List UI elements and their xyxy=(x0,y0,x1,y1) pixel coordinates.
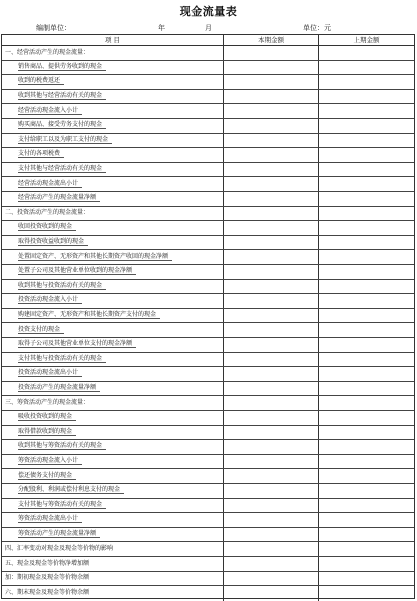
row-label-cell xyxy=(2,221,224,235)
row-label: 收到其他与经营活动有关的现金 xyxy=(18,93,106,100)
previous-amount-cell[interactable] xyxy=(319,207,414,221)
table-row xyxy=(2,586,414,601)
current-amount-cell[interactable] xyxy=(224,90,319,104)
row-label: 支付的各项税费 xyxy=(18,151,64,158)
table-header xyxy=(2,35,414,46)
current-amount-cell[interactable] xyxy=(224,75,319,89)
table-row xyxy=(2,192,414,207)
row-label: 一、经营活动产生的现金流量： xyxy=(5,48,90,56)
row-label-cell xyxy=(2,586,224,601)
current-amount-cell[interactable] xyxy=(224,396,319,410)
current-amount-cell[interactable] xyxy=(224,382,319,396)
row-label: 支付给职工以及为职工支付的现金 xyxy=(18,137,112,144)
row-label-cell xyxy=(2,250,224,264)
current-amount-cell[interactable] xyxy=(224,440,319,454)
page-title: 现金流量表 xyxy=(179,5,238,18)
row-label-cell xyxy=(2,148,224,162)
previous-amount-cell[interactable] xyxy=(319,323,414,337)
row-label: 经营活动产生的现金流量净额 xyxy=(18,195,100,202)
row-label-cell xyxy=(2,455,224,469)
current-amount-cell[interactable] xyxy=(224,353,319,367)
current-amount-cell[interactable] xyxy=(224,528,319,542)
row-label: 吸收投资收到的现金 xyxy=(18,414,76,421)
row-label: 支付其他与经营活动有关的现金 xyxy=(18,166,106,173)
row-label: 五、现金及现金等价物净增加额 xyxy=(5,559,90,567)
row-label: 收到其他与投资活动有关的现金 xyxy=(18,283,106,290)
table-row xyxy=(2,528,414,543)
row-label: 取得子公司及其他营业单位支付的现金净额 xyxy=(18,341,136,348)
current-amount-cell[interactable] xyxy=(224,265,319,279)
current-amount-cell[interactable] xyxy=(224,411,319,425)
previous-amount-cell[interactable] xyxy=(319,294,414,308)
current-amount-cell[interactable] xyxy=(224,61,319,75)
currency-unit-label: 单位：元 xyxy=(303,24,331,32)
row-label-cell xyxy=(2,119,224,133)
table-row xyxy=(2,469,414,484)
row-label: 六、期末现金及现金等价物余额 xyxy=(5,589,90,597)
report-meta xyxy=(0,23,417,33)
row-label-cell xyxy=(2,367,224,381)
row-label-cell xyxy=(2,177,224,191)
row-label-cell xyxy=(2,323,224,337)
previous-amount-cell[interactable] xyxy=(319,90,414,104)
previous-amount-cell[interactable] xyxy=(319,119,414,133)
previous-amount-cell[interactable] xyxy=(319,586,414,601)
table-row xyxy=(2,440,414,455)
table-row xyxy=(2,572,414,587)
previous-amount-cell[interactable] xyxy=(319,148,414,162)
row-label: 支付其他与投资活动有关的现金 xyxy=(18,356,106,363)
header-previous-amount: 上期金额 xyxy=(353,36,380,44)
table-row xyxy=(2,163,414,178)
table-row xyxy=(2,236,414,251)
previous-amount-cell[interactable] xyxy=(319,280,414,294)
current-amount-cell[interactable] xyxy=(224,455,319,469)
row-label: 处置子公司及其他营业单位收到的现金净额 xyxy=(18,268,136,275)
current-amount-cell[interactable] xyxy=(224,557,319,571)
current-amount-cell[interactable] xyxy=(224,134,319,148)
current-amount-cell[interactable] xyxy=(224,426,319,440)
table-row xyxy=(2,513,414,528)
previous-amount-cell[interactable] xyxy=(319,265,414,279)
current-amount-cell[interactable] xyxy=(224,294,319,308)
table-row xyxy=(2,90,414,105)
table-row xyxy=(2,280,414,295)
row-label-cell xyxy=(2,557,224,571)
row-label: 加：期初现金及现金等价物余额 xyxy=(5,574,90,582)
current-amount-cell[interactable] xyxy=(224,163,319,177)
table-row xyxy=(2,542,414,557)
row-label: 投资活动现金流出小计 xyxy=(18,370,82,377)
row-label: 收到的税费返还 xyxy=(18,78,64,85)
table-row xyxy=(2,75,414,90)
previous-amount-cell[interactable] xyxy=(319,455,414,469)
row-label-cell xyxy=(2,90,224,104)
current-amount-cell[interactable] xyxy=(224,586,319,601)
row-label-cell xyxy=(2,265,224,279)
previous-amount-cell[interactable] xyxy=(319,236,414,250)
row-label: 投资活动现金流入小计 xyxy=(18,297,82,304)
current-amount-cell[interactable] xyxy=(224,221,319,235)
current-amount-cell[interactable] xyxy=(224,469,319,483)
table-row xyxy=(2,455,414,470)
row-label-cell xyxy=(2,411,224,425)
cash-flow-table xyxy=(1,34,415,599)
row-label-cell xyxy=(2,309,224,323)
current-amount-cell[interactable] xyxy=(224,338,319,352)
row-label-cell xyxy=(2,382,224,396)
current-amount-cell[interactable] xyxy=(224,572,319,586)
current-amount-cell[interactable] xyxy=(224,280,319,294)
table-row xyxy=(2,353,414,368)
table-row xyxy=(2,265,414,280)
row-label-cell xyxy=(2,163,224,177)
table-row xyxy=(2,104,414,119)
row-label: 二、投资活动产生的现金流量： xyxy=(5,209,90,217)
row-label: 购买商品、接受劳务支付的现金 xyxy=(18,122,106,129)
table-row xyxy=(2,61,414,76)
row-label-cell xyxy=(2,396,224,410)
table-row xyxy=(2,221,414,236)
previous-amount-cell[interactable] xyxy=(319,75,414,89)
current-amount-cell[interactable] xyxy=(224,250,319,264)
table-row xyxy=(2,396,414,411)
row-label: 收到其他与筹资活动有关的现金 xyxy=(18,443,106,450)
previous-amount-cell[interactable] xyxy=(319,353,414,367)
previous-amount-cell[interactable] xyxy=(319,484,414,498)
row-label-cell xyxy=(2,207,224,221)
year-label: 年 xyxy=(158,24,165,32)
table-row xyxy=(2,382,414,397)
previous-amount-cell[interactable] xyxy=(319,499,414,513)
previous-amount-cell[interactable] xyxy=(319,411,414,425)
table-row xyxy=(2,148,414,163)
row-label-cell xyxy=(2,499,224,513)
row-label: 投资支付的现金 xyxy=(18,327,64,334)
row-label: 销售商品、提供劳务收到的现金 xyxy=(18,64,106,71)
month-label: 月 xyxy=(205,24,212,32)
row-label-cell xyxy=(2,75,224,89)
previous-amount-cell[interactable] xyxy=(319,104,414,118)
table-row xyxy=(2,309,414,324)
table-row xyxy=(2,207,414,222)
row-label-cell xyxy=(2,542,224,556)
row-label: 分配股利、利润或偿付利息支付的现金 xyxy=(18,487,124,494)
table-row xyxy=(2,119,414,134)
row-label-cell xyxy=(2,46,224,60)
previous-amount-cell[interactable] xyxy=(319,469,414,483)
header-item: 项 目 xyxy=(2,35,224,45)
row-label-cell xyxy=(2,61,224,75)
row-label-cell xyxy=(2,280,224,294)
row-label: 经营活动现金流出小计 xyxy=(18,181,82,188)
row-label-cell xyxy=(2,469,224,483)
row-label: 处置固定资产、无形资产和其他长期资产收回的现金净额 xyxy=(18,254,172,261)
previous-amount-cell[interactable] xyxy=(319,542,414,556)
table-row xyxy=(2,177,414,192)
row-label: 经营活动现金流入小计 xyxy=(18,108,82,115)
previous-amount-cell[interactable] xyxy=(319,572,414,586)
previous-amount-cell[interactable] xyxy=(319,338,414,352)
previous-amount-cell[interactable] xyxy=(319,61,414,75)
previous-amount-cell[interactable] xyxy=(319,221,414,235)
previous-amount-cell[interactable] xyxy=(319,250,414,264)
previous-amount-cell[interactable] xyxy=(319,440,414,454)
row-label-cell xyxy=(2,513,224,527)
table-row xyxy=(2,134,414,149)
current-amount-cell[interactable] xyxy=(224,207,319,221)
header-current-amount: 本期金额 xyxy=(224,35,319,45)
table-row xyxy=(2,338,414,353)
previous-amount-cell[interactable] xyxy=(319,528,414,542)
table-row xyxy=(2,367,414,382)
row-label: 四、汇率变动对现金及现金等价物的影响 xyxy=(5,545,114,553)
row-label: 取得投资收益收到的现金 xyxy=(18,239,88,246)
current-amount-cell[interactable] xyxy=(224,367,319,381)
previous-amount-cell[interactable] xyxy=(319,557,414,571)
row-label: 筹资活动产生的现金流量净额 xyxy=(18,531,100,538)
row-label-cell xyxy=(2,426,224,440)
row-label: 取得借款收到的现金 xyxy=(18,429,76,436)
current-amount-cell[interactable] xyxy=(224,499,319,513)
table-row xyxy=(2,499,414,514)
previous-amount-cell[interactable] xyxy=(319,513,414,527)
row-label-cell xyxy=(2,294,224,308)
previous-amount-cell[interactable] xyxy=(319,367,414,381)
row-label-cell xyxy=(2,236,224,250)
row-label-cell xyxy=(2,353,224,367)
previous-amount-cell[interactable] xyxy=(319,163,414,177)
row-label: 投资活动产生的现金流量净额 xyxy=(18,385,100,392)
table-row xyxy=(2,46,414,61)
previous-amount-cell[interactable] xyxy=(319,134,414,148)
current-amount-cell[interactable] xyxy=(224,542,319,556)
prepared-by-label: 编制单位： xyxy=(36,24,71,32)
previous-amount-cell[interactable] xyxy=(319,46,414,60)
current-amount-cell[interactable] xyxy=(224,104,319,118)
current-amount-cell[interactable] xyxy=(224,309,319,323)
current-amount-cell[interactable] xyxy=(224,484,319,498)
row-label-cell xyxy=(2,572,224,586)
row-label-cell xyxy=(2,440,224,454)
row-label-cell xyxy=(2,484,224,498)
row-label: 支付其他与筹资活动有关的现金 xyxy=(18,502,106,509)
current-amount-cell[interactable] xyxy=(224,177,319,191)
table-row xyxy=(2,557,414,572)
row-label: 购建固定资产、无形资产和其他长期资产支付的现金 xyxy=(18,312,160,319)
current-amount-cell[interactable] xyxy=(224,513,319,527)
row-label-cell xyxy=(2,338,224,352)
row-label: 筹资活动现金流出小计 xyxy=(18,516,82,523)
row-label: 三、筹资活动产生的现金流量： xyxy=(5,399,90,407)
table-row xyxy=(2,323,414,338)
current-amount-cell[interactable] xyxy=(224,148,319,162)
current-amount-cell[interactable] xyxy=(224,236,319,250)
current-amount-cell[interactable] xyxy=(224,46,319,60)
current-amount-cell[interactable] xyxy=(224,323,319,337)
current-amount-cell[interactable] xyxy=(224,192,319,206)
table-row xyxy=(2,294,414,309)
row-label-cell xyxy=(2,134,224,148)
previous-amount-cell[interactable] xyxy=(319,396,414,410)
current-amount-cell[interactable] xyxy=(224,119,319,133)
previous-amount-cell[interactable] xyxy=(319,309,414,323)
table-row xyxy=(2,250,414,265)
row-label-cell xyxy=(2,528,224,542)
previous-amount-cell[interactable] xyxy=(319,192,414,206)
row-label: 收回投资收到的现金 xyxy=(18,224,76,231)
table-row xyxy=(2,411,414,426)
row-label-cell xyxy=(2,192,224,206)
previous-amount-cell[interactable] xyxy=(319,426,414,440)
previous-amount-cell[interactable] xyxy=(319,177,414,191)
table-row xyxy=(2,426,414,441)
row-label: 筹资活动现金流入小计 xyxy=(18,458,82,465)
table-row xyxy=(2,484,414,499)
row-label-cell xyxy=(2,104,224,118)
row-label: 偿还债务支付的现金 xyxy=(18,473,76,480)
previous-amount-cell[interactable] xyxy=(319,382,414,396)
